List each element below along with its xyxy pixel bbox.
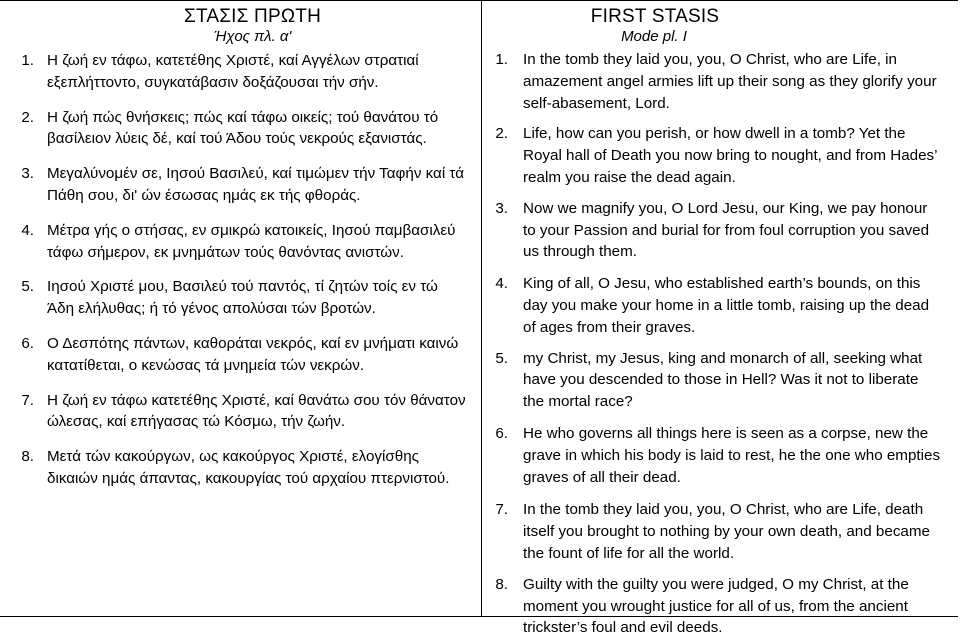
stanza-text: Μεγαλύνομέν σε, Ιησού Βασιλεύ, καί τιμώμεν τήν Ταφήν καί τά Πάθη σου, δι' ών έσωσας ημάς εκ τής φθοράς.	[47, 165, 464, 204]
greek-column	[0, 1, 482, 616]
stanza-number: 1.	[495, 51, 508, 68]
stanza-number: 4.	[495, 275, 508, 293]
greek-mode: Ήχος πλ. α'	[213, 28, 292, 45]
stanza-text: Ο Δεσπότης πάντων, καθοράται νεκρός, καί εν μνήματι καινώ κατατίθεται, ο κενώσας τά μνημεία τών νεκρών.	[47, 334, 459, 374]
english-stanza-2	[482, 123, 958, 188]
greek-stanza-8	[0, 446, 481, 490]
english-title: FIRST STASIS	[590, 6, 720, 27]
stanza-number: 8.	[21, 448, 34, 466]
stanza-text: my Christ, my Jesus, king and monarch of all, seeking what have you descended to those in Hell? Was it not to liberate the mortal race?	[523, 349, 923, 411]
stanza-text: Life, how can you perish, or how dwell in a tomb? Yet the Royal hall of Death you now bring to nought, and from Hades’ realm you raise the dead again.	[523, 125, 937, 186]
greek-title: ΣΤΑΣΙΣ ΠΡΩΤΗ	[184, 6, 321, 27]
stanza-text: Guilty with the guilty you were judged, O my Christ, at the moment you wrought justice for all of us, from the ancient trickster’s foul and evil deeds.	[523, 575, 909, 637]
english-stanza-5	[482, 348, 958, 413]
stanza-text: Μέτρα γής ο στήσας, εν σμικρώ κατοικείς, Ιησού παμβασιλεύ τάφω σήμερον, εκ μνημάτων τούς θανόντας ανιστών.	[47, 221, 456, 261]
english-stanza-7	[482, 499, 958, 564]
stanza-text: Η ζωή πώς θνήσκεις; πώς καί τάφω οικείς; τού θανάτου τό βασίλειον λύεις δέ, καί τού Άδου τούς νεκρούς εξανιστάς.	[47, 108, 439, 148]
greek-stanza-1	[0, 50, 481, 94]
greek-stanza-5	[0, 276, 481, 320]
stanza-text: Ιησού Χριστέ μου, Βασιλεύ τού παντός, τί ζητών τοίς εν τώ Άδη ελήλυθας; ή τό γένος απολύσαι τών βροτών.	[47, 278, 438, 318]
stanza-number: 4.	[21, 221, 34, 239]
english-stanza-4	[482, 273, 958, 338]
greek-stanza-list	[0, 50, 481, 490]
stanza-number: 6.	[495, 424, 508, 442]
stanza-number: 3.	[21, 165, 34, 183]
greek-stanza-3	[0, 163, 481, 207]
stanza-number: 7.	[495, 501, 508, 519]
stanza-text: In the tomb they laid you, you, O Christ, who are Life, death itself you brought to nothing by your own death, and became the fount of life for all the world.	[523, 501, 930, 562]
stanza-number: 2.	[495, 125, 508, 143]
greek-stanza-2	[0, 107, 481, 151]
english-mode: Mode pl. I	[621, 28, 687, 45]
english-stanza-3	[482, 198, 958, 263]
stanza-number: 5.	[21, 278, 34, 296]
greek-stanza-7	[0, 390, 481, 434]
stanza-number: 1.	[21, 52, 34, 69]
stanza-text: He who governs all things here is seen as a corpse, new the grave in which his body is laid to rest, he the one who empties graves of all their dead.	[523, 424, 941, 486]
stanza-number: 8.	[495, 575, 508, 593]
english-stanza-1	[482, 49, 958, 114]
english-stanza-8	[482, 574, 958, 639]
stanza-number: 6.	[21, 334, 34, 352]
greek-stanza-6	[0, 333, 481, 377]
english-column	[482, 1, 958, 637]
english-stanza-6	[482, 423, 958, 488]
stanza-text: Μετά τών κακούργων, ως κακούργος Χριστέ, ελογίσθης δικαιών ημάς άπαντας, κακουργίας τού αρχαίου πτερνιστού.	[47, 448, 450, 487]
stanza-text: Now we magnify you, O Lord Jesu, our King, we pay honour to your Passion and burial for from foul corruption you saved us through them.	[523, 199, 930, 261]
stanza-number: 7.	[21, 391, 34, 409]
stanza-text: In the tomb they laid you, you, O Christ, who are Life, in amazement angel armies lift up their song as they glorify your self-abasement, Lord.	[523, 51, 937, 112]
stanza-text: Η ζωή εν τάφω, κατετέθης Χριστέ, καί Αγγέλων στρατιαί εξεπλήττοντο, συγκατάβασιν δοξάζουσαι τήν σήν.	[47, 52, 419, 91]
stanza-number: 5.	[495, 349, 508, 367]
greek-stanza-4	[0, 220, 481, 264]
stanza-text: King of all, O Jesu, who established earth’s bounds, on this day you make your home in a little tomb, raising up the dead of ages from their graves.	[523, 275, 930, 336]
stanza-number: 2.	[21, 108, 34, 126]
stanza-text: Η ζωή εν τάφω κατετέθης Χριστέ, καί θανάτω σου τόν θάνατον ώλεσας, καί επήγασας τώ Κόσμω, τήν ζωήν.	[47, 391, 466, 431]
english-stanza-list	[482, 49, 958, 639]
stanza-number: 3.	[495, 199, 508, 217]
